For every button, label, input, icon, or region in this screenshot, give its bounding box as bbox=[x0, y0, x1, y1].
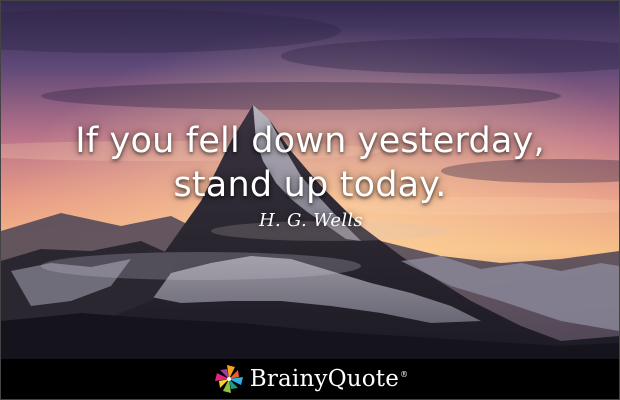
quote-text-block bbox=[1, 119, 619, 207]
quote-text bbox=[1, 119, 619, 207]
pinwheel-logo-icon bbox=[212, 362, 246, 396]
brand-name bbox=[249, 365, 409, 392]
quote-line-2: stand up today. bbox=[173, 165, 447, 205]
quote-line-1: If you fell down yesterday, bbox=[75, 121, 545, 161]
quote-author[interactable]: H. G. Wells bbox=[258, 210, 364, 231]
brand-name-text: BrainyQuote bbox=[249, 365, 400, 392]
trademark-mark: ® bbox=[400, 369, 409, 379]
brainyquote-logo-link[interactable] bbox=[212, 362, 409, 396]
brand-footer bbox=[1, 359, 619, 399]
